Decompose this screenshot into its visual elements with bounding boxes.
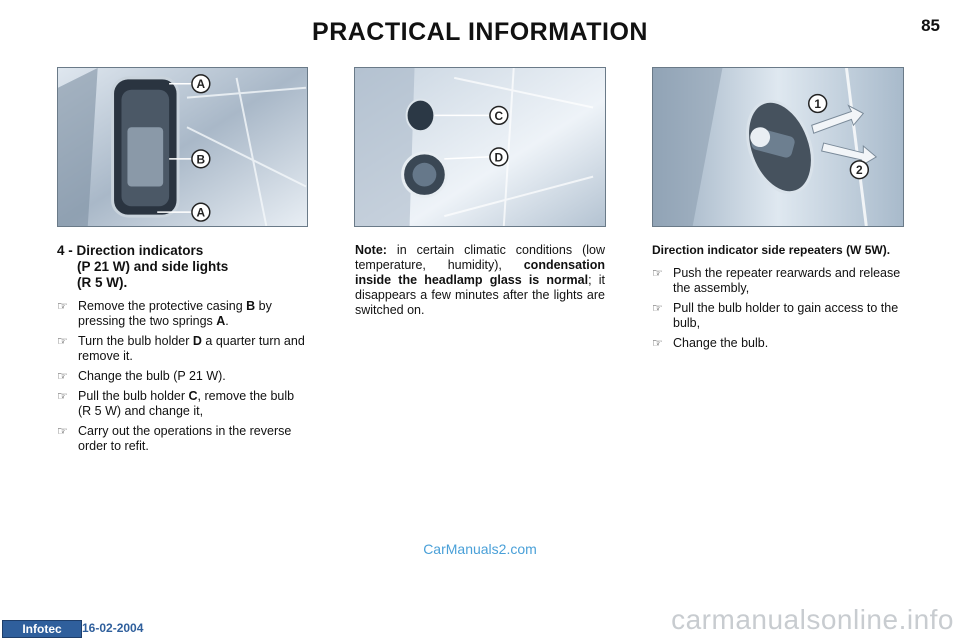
callout-d [490, 148, 508, 166]
list-item: ☞ Push the repeater rearwards and release the assembly, [652, 266, 901, 295]
section-heading: Direction indicator side repeaters (W 5W). [652, 243, 891, 257]
page-number: 85 [921, 16, 940, 35]
site-watermark: carmanualsonline.info [671, 604, 954, 635]
watermark-link[interactable]: CarManuals2.com [423, 541, 537, 557]
figure-headlamp-bulb-holders [354, 67, 606, 227]
pointing-hand-icon: ☞ [652, 301, 663, 315]
svg-text:A: A [196, 205, 206, 220]
list-item: ☞ Change the bulb (P 21 W). [57, 369, 226, 383]
svg-text:2: 2 [856, 163, 863, 178]
svg-text:1: 1 [814, 97, 821, 111]
pointing-hand-icon: ☞ [57, 424, 68, 438]
list-item: ☞ Carry out the operations in the reverse order to refit. [57, 424, 292, 453]
pointing-hand-icon: ☞ [57, 389, 68, 403]
callout-c [490, 107, 508, 125]
svg-text:D: D [494, 150, 504, 165]
section-heading: 4 - Direction indicators (P 21 W) and side lights (R 5 W). [57, 243, 229, 290]
footer-date: 16-02-2004 [82, 621, 144, 635]
note-paragraph: Note: in certain climatic conditions (low temperature, humidity), condensation inside the headlamp glass is normal; it disappears a few minutes after the lights are switched on. [355, 243, 605, 317]
list-item: ☞ Change the bulb. [652, 336, 769, 350]
figure-side-repeater [652, 67, 904, 227]
note-label: Note: [355, 243, 387, 257]
svg-text:A: A [196, 77, 206, 92]
pointing-hand-icon: ☞ [57, 334, 68, 348]
figure-turn-signal-casing [57, 67, 308, 227]
callout-1 [809, 95, 827, 113]
infotec-logo: Infotec [2, 620, 82, 638]
list-item: ☞ Pull the bulb holder to gain access to the bulb, [652, 301, 899, 330]
pointing-hand-icon: ☞ [652, 266, 663, 280]
svg-text:C: C [494, 108, 504, 123]
callout-a-bottom [192, 203, 210, 221]
pointing-hand-icon: ☞ [57, 299, 68, 313]
section-direction-indicators [57, 243, 309, 459]
list-item: ☞ Remove the protective casing B by pressing the two springs A. [57, 299, 272, 328]
section-side-repeaters [652, 243, 904, 356]
svg-text:B: B [196, 152, 206, 167]
instruction-list [652, 266, 904, 351]
callout-b [192, 150, 210, 168]
list-item: ☞ Turn the bulb holder D a quarter turn and remove it. [57, 334, 305, 363]
list-item: ☞ Pull the bulb holder C, remove the bulb (R 5 W) and change it, [57, 389, 295, 418]
callout-2 [850, 161, 868, 179]
pointing-hand-icon: ☞ [652, 336, 663, 350]
callout-a-top [192, 75, 210, 93]
page-title: PRACTICAL INFORMATION [312, 18, 648, 46]
instruction-list [57, 299, 309, 454]
pointing-hand-icon: ☞ [57, 369, 68, 383]
note-emphasis: condensation inside the headlamp glass is normal [355, 258, 605, 287]
